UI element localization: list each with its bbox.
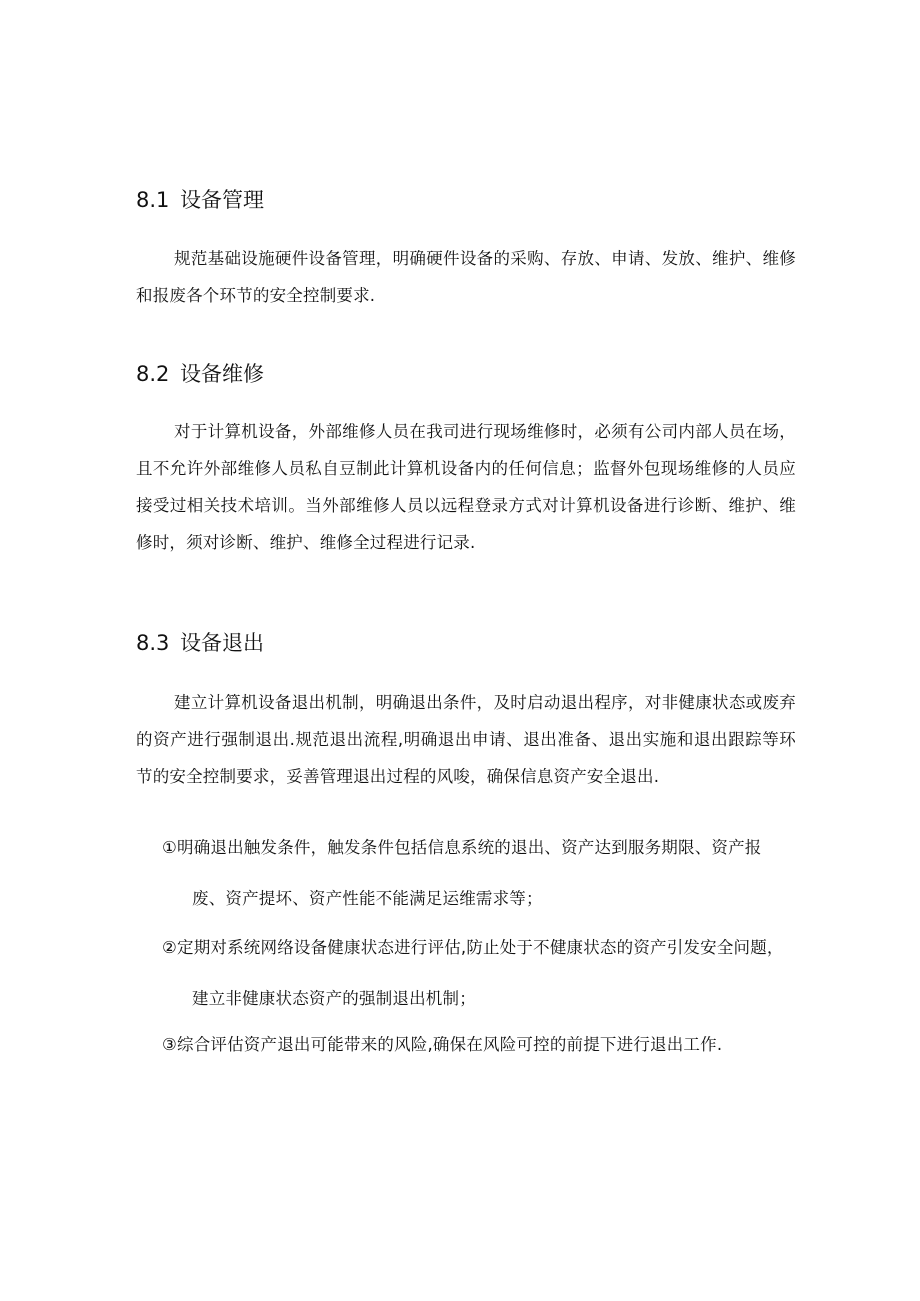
- list-item-line: ①明确退出触发条件，触发条件包括信息系统的退出、资产达到服务期限、资产报: [162, 838, 762, 857]
- list-item-continuation: 建立非健康状态资产的强制退出机制；: [192, 989, 476, 1008]
- section-paragraph-8-1: 规范基础设施硬件设备管理，明确硬件设备的采购、存放、申请、发放、维护、维修和报废各个环节的安全控制要求.: [136, 249, 796, 305]
- section-title: 设备退出: [180, 631, 264, 655]
- section-heading-8-2: [136, 360, 264, 388]
- section-heading-8-3: [136, 629, 264, 657]
- list-item: [162, 922, 802, 1024]
- section-paragraph-8-3: 建立计算机设备退出机制，明确退出条件，及时启动退出程序，对非健康状态或废弃的资产进行强制退出.规范退出流程,明确退出申请、退出准备、退出实施和退出跟踪等环节的安全控制要求，妥善管理退出过程的风唆，确保信息资产安全退出.: [136, 693, 796, 786]
- section-number: 8.3: [136, 631, 170, 655]
- section-number: 8.1: [136, 188, 170, 212]
- section-paragraph-8-2: 对于计算机设备，外部维修人员在我司进行现场维修时，必须有公司内部人员在场，且不允许外部维修人员私自豆制此计算机设备内的任何信息；监督外包现场维修的人员应接受过相关技术培训。当外部维修人员以远程登录方式对计算机设备进行诊断、维护、维修时，须对诊断、维护、维修全过程进行记录.: [136, 422, 796, 552]
- section-title: 设备维修: [180, 362, 264, 386]
- section-number: 8.2: [136, 362, 170, 386]
- list-item-continuation: 废、资产提坏、资产性能不能满足运维需求等；: [192, 889, 543, 908]
- list-item: [162, 1019, 802, 1070]
- list-item-line: ③综合评估资产退出可能带来的风险,确保在风险可控的前提下进行退出工作.: [162, 1035, 723, 1054]
- list-item: [162, 822, 802, 924]
- list-item-line: ②定期对系统网络设备健康状态进行评估,防止处于不健康状态的资产引发安全问题，: [162, 938, 784, 957]
- section-heading-8-1: [136, 186, 264, 214]
- section-title: 设备管理: [180, 188, 264, 212]
